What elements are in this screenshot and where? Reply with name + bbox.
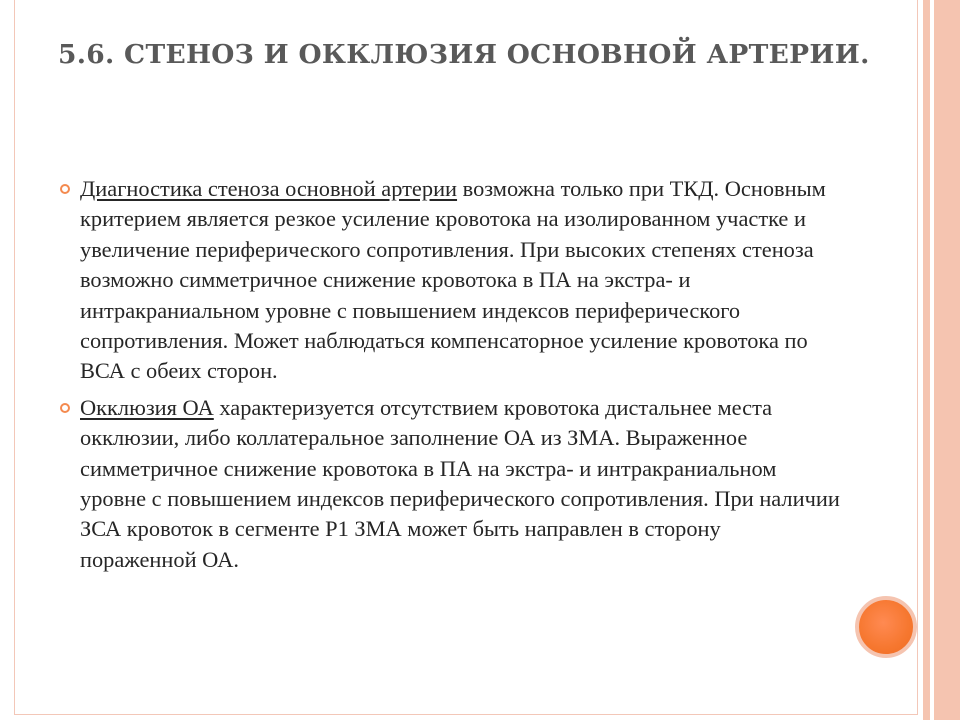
bullet-text: характеризуется отсутствием кровотока дистальнее места окклюзии, либо коллатеральное заполнение ОА из ЗМА. Выраженное симметричное снижение кровотока в ПА на экстра- и интракраниальном уровне с повышением индексов периферического сопротивления. При наличии ЗСА кровоток в сегменте Р1 ЗМА может быть направлен в сторону пораженной ОА. xyxy=(80,394,840,572)
bullet-list xyxy=(60,174,840,575)
bullet-circle-icon xyxy=(60,403,70,413)
bullet-item xyxy=(60,174,840,387)
bullet-heading: Диагностика стеноза основной артерии xyxy=(80,176,458,201)
slide-content xyxy=(60,174,840,581)
slide-title: 5.6. СТЕНОЗ И ОККЛЮЗИЯ ОСНОВНОЙ АРТЕРИИ. xyxy=(58,39,870,70)
bullet-text: возможна только при ТКД. Основным критерием является резкое усиление кровотока на изолированном участке и увеличение периферического сопротивления. При высоких степенях стеноза возможно симметричное снижение кровотока в ПА на экстра- и интракраниальном уровне с повышением индексов периферического сопротивления. Может наблюдаться компенсаторное усиление кровотока по ВСА с обеих сторон. xyxy=(80,176,826,384)
bullet-heading: Окклюзия ОА xyxy=(80,394,214,420)
bullet-item xyxy=(60,393,840,575)
bullet-circle-icon xyxy=(60,184,70,194)
decorative-orb xyxy=(855,596,917,658)
decorative-stripes xyxy=(918,0,960,720)
